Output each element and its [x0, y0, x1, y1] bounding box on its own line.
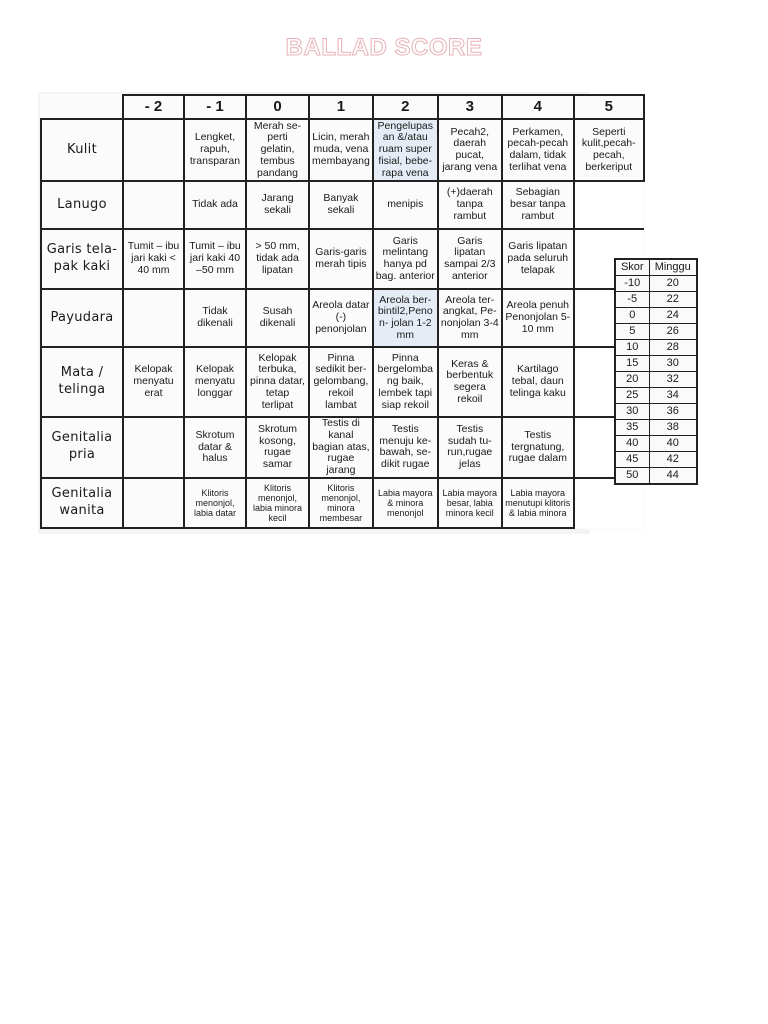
table-row-lanugo — [41, 181, 644, 229]
table-row — [615, 292, 697, 308]
minggu-cell: 30 — [649, 356, 697, 372]
table-cell: Tumit – ibu jari kaki 40 –50 mm — [184, 229, 246, 289]
table-cell: Garis lipatan pada seluruh telapak — [502, 229, 574, 289]
row-label: Mata / telinga — [41, 347, 123, 417]
skor-cell: -10 — [615, 276, 649, 292]
table-cell: Klitoris menonjol, minora membesar — [309, 478, 373, 528]
table-cell — [123, 478, 184, 528]
table-cell: Pengelupas an &/atau ruam super fisial, bebe- rapa vena — [373, 119, 438, 181]
score-header: 0 — [246, 95, 309, 119]
table-row-genitalia-wanita — [41, 478, 644, 528]
table-cell: Tumit – ibu jari kaki < 40 mm — [123, 229, 184, 289]
table-cell: Labia mayora besar, labia minora kecil — [438, 478, 502, 528]
table-cell: > 50 mm, tidak ada lipatan — [246, 229, 309, 289]
table-cell: Lengket, rapuh, transparan — [184, 119, 246, 181]
table-cell: Testis sudah tu- run,rugae jelas — [438, 417, 502, 478]
minggu-cell: 40 — [649, 436, 697, 452]
minggu-cell: 22 — [649, 292, 697, 308]
table-cell: Pecah2, daerah pucat, jarang vena — [438, 119, 502, 181]
header-corner — [41, 95, 123, 119]
table-cell: Kelopak menyatu longgar — [184, 347, 246, 417]
table-row — [615, 468, 697, 485]
table-cell: Pinna sedikit ber- gelombang, rekoil lambat — [309, 347, 373, 417]
table-cell: Skrotum kosong, rugae samar — [246, 417, 309, 478]
ballad-score-table — [40, 94, 645, 529]
table-cell: Tidak ada — [184, 181, 246, 229]
row-label: Payudara — [41, 289, 123, 347]
minggu-cell: 28 — [649, 340, 697, 356]
row-label: Genitalia wanita — [41, 478, 123, 528]
skor-header: Skor — [615, 259, 649, 276]
score-header: 5 — [574, 95, 644, 119]
table-cell: Kelopak menyatu erat — [123, 347, 184, 417]
table-row-garis-telapak-kaki — [41, 229, 644, 289]
score-header: 1 — [309, 95, 373, 119]
table-cell: Areola ter- angkat, Pe- nonjolan 3-4 mm — [438, 289, 502, 347]
minggu-cell: 26 — [649, 324, 697, 340]
table-cell: Tidak dikenali — [184, 289, 246, 347]
table-cell — [123, 181, 184, 229]
skor-cell: 0 — [615, 308, 649, 324]
score-header: - 2 — [123, 95, 184, 119]
skor-cell: -5 — [615, 292, 649, 308]
table-row — [615, 452, 697, 468]
skor-cell: 45 — [615, 452, 649, 468]
table-row — [615, 404, 697, 420]
table-cell: Merah se- perti gelatin, tembus pandang — [246, 119, 309, 181]
table-cell: Kartilago tebal, daun telinga kaku — [502, 347, 574, 417]
table-cell: Licin, merah muda, vena membayang — [309, 119, 373, 181]
minggu-cell: 24 — [649, 308, 697, 324]
table-row — [615, 372, 697, 388]
skor-cell: 40 — [615, 436, 649, 452]
table-cell: (+)daerah tanpa rambut — [438, 181, 502, 229]
score-header: 4 — [502, 95, 574, 119]
table-cell: Garis melintang hanya pd bag. anterior — [373, 229, 438, 289]
table-cell: Garis lipatan sampai 2/3 anterior — [438, 229, 502, 289]
score-header-row — [41, 95, 644, 119]
score-header: - 1 — [184, 95, 246, 119]
table-cell: Klitoris menonjol, labia minora kecil — [246, 478, 309, 528]
row-label: Lanugo — [41, 181, 123, 229]
table-cell — [123, 289, 184, 347]
table-cell: Seperti kulit,pecah- pecah, berkeriput — [574, 119, 644, 181]
table-row — [615, 436, 697, 452]
maturity-rating-table — [614, 258, 698, 485]
minggu-cell: 36 — [649, 404, 697, 420]
table-row-payudara — [41, 289, 644, 347]
table-cell: Pinna bergelomba ng baik, lembek tapi siap rekoil — [373, 347, 438, 417]
table-row — [615, 356, 697, 372]
skor-cell: 50 — [615, 468, 649, 485]
empty-cell — [574, 181, 644, 229]
table-cell: Areola datar (-) penonjolan — [309, 289, 373, 347]
minggu-cell: 44 — [649, 468, 697, 485]
table-row — [615, 340, 697, 356]
table-cell: Garis-garis merah tipis — [309, 229, 373, 289]
table-cell: Testis di kanal bagian atas, rugae jarang — [309, 417, 373, 478]
table-row — [615, 308, 697, 324]
table-cell: Skrotum datar & halus — [184, 417, 246, 478]
skor-cell: 20 — [615, 372, 649, 388]
table-cell: Susah dikenali — [246, 289, 309, 347]
minggu-header: Minggu — [649, 259, 697, 276]
score-header: 3 — [438, 95, 502, 119]
table-row — [615, 420, 697, 436]
minggu-cell: 20 — [649, 276, 697, 292]
skor-cell: 5 — [615, 324, 649, 340]
minggu-cell: 32 — [649, 372, 697, 388]
table-cell: Kelopak terbuka, pinna datar, tetap terlipat — [246, 347, 309, 417]
skor-cell: 35 — [615, 420, 649, 436]
row-label: Garis tela- pak kaki — [41, 229, 123, 289]
table-cell: Areola ber- bintil2,Peno n- jolan 1-2 mm — [373, 289, 438, 347]
table-cell — [123, 417, 184, 478]
table-cell — [123, 119, 184, 181]
table-cell: Banyak sekali — [309, 181, 373, 229]
table-cell: Sebagian besar tanpa rambut — [502, 181, 574, 229]
minggu-cell: 42 — [649, 452, 697, 468]
table-row — [615, 276, 697, 292]
maturity-header-row — [615, 259, 697, 276]
table-row-kulit — [41, 119, 644, 181]
row-label: Kulit — [41, 119, 123, 181]
minggu-cell: 34 — [649, 388, 697, 404]
skor-cell: 25 — [615, 388, 649, 404]
table-cell: Labia mayora & minora menonjol — [373, 478, 438, 528]
row-label: Genitalia pria — [41, 417, 123, 478]
table-row — [615, 324, 697, 340]
skor-cell: 10 — [615, 340, 649, 356]
table-cell: Labia mayora menutupi klitoris & labia minora — [502, 478, 574, 528]
skor-cell: 15 — [615, 356, 649, 372]
document-title: BALLAD SCORE — [285, 34, 483, 61]
table-cell: Areola penuh Penonjolan 5- 10 mm — [502, 289, 574, 347]
table-cell: Testis tergnatung, rugae dalam — [502, 417, 574, 478]
table-cell: Klitoris menonjol, labia datar — [184, 478, 246, 528]
table-row-mata-telinga — [41, 347, 644, 417]
score-header: 2 — [373, 95, 438, 119]
table-cell: Testis menuju ke- bawah, se- dikit rugae — [373, 417, 438, 478]
minggu-cell: 38 — [649, 420, 697, 436]
table-row-genitalia-pria — [41, 417, 644, 478]
skor-cell: 30 — [615, 404, 649, 420]
table-cell: menipis — [373, 181, 438, 229]
table-cell: Perkamen, pecah-pecah dalam, tidak terlihat vena — [502, 119, 574, 181]
table-row — [615, 388, 697, 404]
empty-cell — [574, 478, 644, 528]
table-cell: Keras & berbentuk segera rekoil — [438, 347, 502, 417]
table-cell: Jarang sekali — [246, 181, 309, 229]
